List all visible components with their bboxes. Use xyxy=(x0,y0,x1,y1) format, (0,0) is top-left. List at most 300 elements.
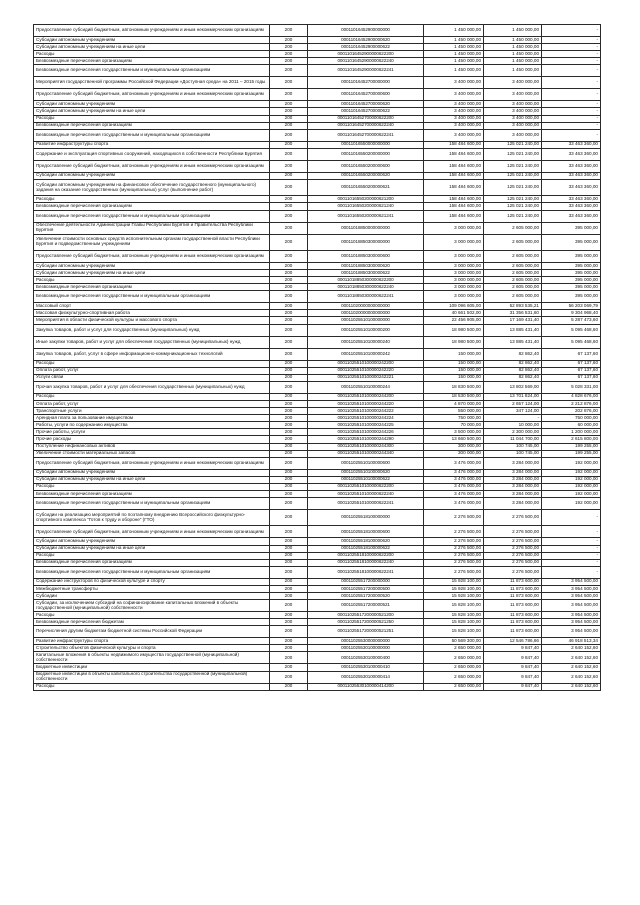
row-name-cell: Расходы xyxy=(34,196,270,203)
table-row xyxy=(34,671,601,683)
row-code-cell: 200 xyxy=(270,450,308,457)
row-code-cell: 200 xyxy=(270,89,308,101)
row-kbk-cell: 00011016550200000620 xyxy=(308,172,424,179)
table-row xyxy=(34,101,601,108)
row-unexecuted-cell: 9 304 968,40 xyxy=(542,310,601,317)
row-name-cell: Арендная плата за пользование имуществом xyxy=(34,415,270,422)
row-executed-cell: 2 276 500,00 xyxy=(484,510,542,526)
row-unexecuted-cell: - xyxy=(542,101,601,108)
row-unexecuted-cell: 192 000,00 xyxy=(542,498,601,510)
row-kbk-cell: 00011025518100000000 xyxy=(308,510,424,526)
table-row xyxy=(34,37,601,44)
table-row xyxy=(34,585,601,592)
row-unexecuted-cell: 192 000,00 xyxy=(542,490,601,497)
row-code-cell: 200 xyxy=(270,367,308,374)
row-executed-cell: 13 701 824,00 xyxy=(484,393,542,400)
row-kbk-cell: 00011016452900000622241 xyxy=(308,65,424,77)
row-kbk-cell: 00011025510100000244300 xyxy=(308,443,424,450)
row-approved-cell: 1 450 000,00 xyxy=(424,44,484,51)
row-approved-cell: 3 476 000,00 xyxy=(424,490,484,497)
row-kbk-cell: 00011016550200000621200 xyxy=(308,196,424,203)
table-row xyxy=(34,510,601,526)
row-approved-cell: 18 980 500,00 xyxy=(424,324,484,336)
row-approved-cell: 3 476 000,00 xyxy=(424,476,484,483)
table-row xyxy=(34,408,601,415)
row-code-cell: 200 xyxy=(270,559,308,566)
table-row xyxy=(34,393,601,400)
row-approved-cell: 150 000,00 xyxy=(424,374,484,381)
row-executed-cell: 2 605 000,00 xyxy=(484,262,542,269)
row-code-cell: 200 xyxy=(270,638,308,645)
row-code-cell: 200 xyxy=(270,400,308,407)
row-kbk-cell: 00011025530100000414 xyxy=(308,671,424,683)
row-executed-cell: 10 000,00 xyxy=(484,422,542,429)
row-executed-cell: 2 276 500,00 xyxy=(484,552,542,559)
row-executed-cell: 3 284 000,00 xyxy=(484,469,542,476)
row-code-cell: 200 xyxy=(270,683,308,690)
row-name-cell: Прочие работы, услуги xyxy=(34,429,270,436)
row-code-cell: 200 xyxy=(270,141,308,148)
table-row xyxy=(34,65,601,77)
table-row xyxy=(34,196,601,203)
row-unexecuted-cell: 33 463 360,00 xyxy=(542,203,601,210)
row-kbk-cell: 00011025517200000521 xyxy=(308,600,424,612)
row-approved-cell: 1 450 000,00 xyxy=(424,65,484,77)
row-executed-cell: 1 450 000,00 xyxy=(484,65,542,77)
row-code-cell: 200 xyxy=(270,538,308,545)
table-row xyxy=(34,317,601,324)
row-approved-cell: 2 650 000,00 xyxy=(424,683,484,690)
row-unexecuted-cell: - xyxy=(542,51,601,58)
row-executed-cell: 125 021 240,00 xyxy=(484,179,542,195)
row-name-cell: Мероприятия государственной программы Российской Федерации «Доступная среда» на 2011 – 2015 годы xyxy=(34,77,270,89)
row-kbk-cell: 00011025510100000244222 xyxy=(308,408,424,415)
row-code-cell: 200 xyxy=(270,436,308,443)
row-executed-cell: 2 605 000,00 xyxy=(484,277,542,284)
row-approved-cell: 3 000 000,00 xyxy=(424,270,484,277)
row-code-cell: 200 xyxy=(270,115,308,122)
row-code-cell: 200 xyxy=(270,360,308,367)
row-unexecuted-cell: - xyxy=(542,37,601,44)
row-approved-cell: 40 661 502,00 xyxy=(424,310,484,317)
row-approved-cell: 3 400 000,00 xyxy=(424,115,484,122)
table-row xyxy=(34,291,601,303)
table-row xyxy=(34,89,601,101)
row-executed-cell: 3 400 000,00 xyxy=(484,122,542,129)
row-unexecuted-cell: - xyxy=(542,122,601,129)
row-name-cell: Безвозмездные перечисления государственным и муниципальным организациям xyxy=(34,498,270,510)
row-approved-cell: 2 650 000,00 xyxy=(424,645,484,652)
row-executed-cell: 2 276 500,00 xyxy=(484,538,542,545)
row-unexecuted-cell: 67 137,60 xyxy=(542,374,601,381)
row-executed-cell: 125 021 240,00 xyxy=(484,160,542,172)
row-executed-cell: 2 657 124,00 xyxy=(484,400,542,407)
row-unexecuted-cell: - xyxy=(542,552,601,559)
budget-execution-table xyxy=(33,24,601,691)
row-unexecuted-cell: - xyxy=(542,545,601,552)
row-code-cell: 200 xyxy=(270,148,308,160)
row-unexecuted-cell: 33 463 360,00 xyxy=(542,141,601,148)
table-row xyxy=(34,612,601,619)
row-unexecuted-cell: - xyxy=(542,77,601,89)
table-row xyxy=(34,652,601,664)
row-code-cell: 200 xyxy=(270,600,308,612)
row-code-cell: 200 xyxy=(270,58,308,65)
table-row xyxy=(34,422,601,429)
row-name-cell: Безвозмездные перечисления государственным и муниципальным организациям xyxy=(34,291,270,303)
row-unexecuted-cell: 2 212 876,00 xyxy=(542,400,601,407)
row-executed-cell: 11 873 600,00 xyxy=(484,626,542,638)
row-executed-cell: 2 276 500,00 xyxy=(484,526,542,538)
row-unexecuted-cell: 395 000,00 xyxy=(542,277,601,284)
row-approved-cell: 150 000,00 xyxy=(424,367,484,374)
table-row xyxy=(34,593,601,600)
row-approved-cell: 15 928 100,00 xyxy=(424,593,484,600)
row-kbk-cell: 00011025510100000622240 xyxy=(308,490,424,497)
row-approved-cell: 2 276 500,00 xyxy=(424,538,484,545)
table-row xyxy=(34,683,601,690)
row-kbk-cell: 00011025518100000622 xyxy=(308,545,424,552)
row-name-cell: Безвозмездные перечисления организациям xyxy=(34,58,270,65)
row-approved-cell: 300 000,00 xyxy=(424,450,484,457)
row-kbk-cell: 00011020000000000000 xyxy=(308,303,424,310)
row-approved-cell: 3 000 000,00 xyxy=(424,262,484,269)
row-unexecuted-cell: 3 954 500,00 xyxy=(542,593,601,600)
table-row xyxy=(34,250,601,262)
row-executed-cell: 100 745,00 xyxy=(484,443,542,450)
row-unexecuted-cell: - xyxy=(542,108,601,115)
row-approved-cell: 3 400 000,00 xyxy=(424,89,484,101)
row-executed-cell: 82 862,40 xyxy=(484,348,542,360)
row-name-cell: Межбюджетные трансферты xyxy=(34,585,270,592)
row-executed-cell: 125 021 240,00 xyxy=(484,141,542,148)
row-approved-cell: 3 476 000,00 xyxy=(424,498,484,510)
row-name-cell: Закупка товаров, работ, услуг в сфере информационно-коммуникационных технологий xyxy=(34,348,270,360)
table-row xyxy=(34,203,601,210)
table-row xyxy=(34,638,601,645)
row-kbk-cell: 00011025510100000242200 xyxy=(308,360,424,367)
row-name-cell: Бюджетные инвестиции xyxy=(34,664,270,671)
row-unexecuted-cell: 199 255,00 xyxy=(542,443,601,450)
row-approved-cell: 2 276 500,00 xyxy=(424,510,484,526)
row-name-cell: Расходы xyxy=(34,51,270,58)
row-code-cell: 200 xyxy=(270,664,308,671)
row-kbk-cell: 00011016452700000000 xyxy=(308,77,424,89)
row-name-cell: Прочие расходы xyxy=(34,436,270,443)
row-executed-cell: 9 847,40 xyxy=(484,652,542,664)
table-row xyxy=(34,222,601,234)
row-name-cell: Содержание инструкторов по физической культуре и спорту xyxy=(34,578,270,585)
row-approved-cell: 3 400 000,00 xyxy=(424,101,484,108)
row-name-cell: Расходы xyxy=(34,683,270,690)
row-name-cell: Развитие инфраструктуры спорта xyxy=(34,141,270,148)
row-approved-cell: 158 484 600,00 xyxy=(424,141,484,148)
row-code-cell: 200 xyxy=(270,510,308,526)
row-name-cell: Предоставление субсидий бюджетным, автономным учреждениям и иным некоммерческим организациям xyxy=(34,457,270,469)
row-kbk-cell: 00011018850000000000 xyxy=(308,222,424,234)
row-executed-cell: 31 356 531,60 xyxy=(484,310,542,317)
row-name-cell: Предоставление субсидий бюджетным, автономным учреждениям и иным некоммерческим организациям xyxy=(34,526,270,538)
row-unexecuted-cell: 395 000,00 xyxy=(542,262,601,269)
row-unexecuted-cell: 395 000,00 xyxy=(542,270,601,277)
row-name-cell: Субсидии автономным учреждениям на финансовое обеспечение государственного (муниципального) задания на оказание государственных (муниципальных) услуг (выполнение работ) xyxy=(34,179,270,195)
row-approved-cell: 15 928 100,00 xyxy=(424,585,484,592)
row-kbk-cell: 00011025517200000521200 xyxy=(308,612,424,619)
row-name-cell: Безвозмездные перечисления государственным и муниципальным организациям xyxy=(34,65,270,77)
row-code-cell: 200 xyxy=(270,526,308,538)
table-row xyxy=(34,443,601,450)
row-name-cell: Оплата работ, услуг xyxy=(34,367,270,374)
row-approved-cell: 3 476 000,00 xyxy=(424,457,484,469)
table-row xyxy=(34,490,601,497)
row-approved-cell: 2 276 500,00 xyxy=(424,545,484,552)
table-row xyxy=(34,457,601,469)
row-name-cell: Оплата работ, услуг xyxy=(34,400,270,407)
row-code-cell: 200 xyxy=(270,51,308,58)
row-approved-cell: 15 828 100,00 xyxy=(424,600,484,612)
row-executed-cell: 17 169 431,40 xyxy=(484,317,542,324)
row-executed-cell: 2 605 000,00 xyxy=(484,250,542,262)
row-approved-cell: 158 484 600,00 xyxy=(424,179,484,195)
row-kbk-cell: 00011025510100000244290 xyxy=(308,436,424,443)
row-unexecuted-cell: - xyxy=(542,65,601,77)
row-name-cell: Безвозмездные перечисления организациям xyxy=(34,122,270,129)
row-unexecuted-cell: 3 954 500,00 xyxy=(542,612,601,619)
row-executed-cell: 82 862,40 xyxy=(484,360,542,367)
row-name-cell: Субсидии автономным учреждениям на иные цели xyxy=(34,476,270,483)
row-code-cell: 200 xyxy=(270,270,308,277)
table-row xyxy=(34,336,601,348)
row-executed-cell: - xyxy=(484,415,542,422)
table-row xyxy=(34,566,601,578)
table-row xyxy=(34,367,601,374)
row-executed-cell: 2 276 500,00 xyxy=(484,545,542,552)
row-executed-cell: 125 021 240,00 xyxy=(484,196,542,203)
table-row xyxy=(34,360,601,367)
row-executed-cell: 9 847,40 xyxy=(484,671,542,683)
row-name-cell: Безвозмездные перечисления организациям xyxy=(34,203,270,210)
table-row xyxy=(34,483,601,490)
table-row xyxy=(34,129,601,141)
row-kbk-cell: 00011025510100000244200 xyxy=(308,393,424,400)
row-kbk-cell: 00011025510100000622241 xyxy=(308,498,424,510)
row-name-cell: Расходы xyxy=(34,552,270,559)
row-code-cell: 200 xyxy=(270,101,308,108)
row-kbk-cell: 00011016550200000621240 xyxy=(308,203,424,210)
table-row xyxy=(34,25,601,37)
row-executed-cell: 125 021 240,00 xyxy=(484,172,542,179)
table-row xyxy=(34,476,601,483)
row-kbk-cell: 00011016452900000622240 xyxy=(308,58,424,65)
table-row xyxy=(34,578,601,585)
row-executed-cell: 3 400 000,00 xyxy=(484,77,542,89)
table-row xyxy=(34,160,601,172)
row-unexecuted-cell: - xyxy=(542,89,601,101)
row-kbk-cell: 00011025510100000200 xyxy=(308,324,424,336)
row-name-cell: Безвозмездные перечисления организациям xyxy=(34,559,270,566)
row-kbk-cell: 00011025510100000242 xyxy=(308,348,424,360)
table-row xyxy=(34,374,601,381)
row-kbk-cell: 00011025510100000242221 xyxy=(308,374,424,381)
row-code-cell: 200 xyxy=(270,552,308,559)
row-kbk-cell: 00011016550000000000 xyxy=(308,141,424,148)
row-executed-cell: 3 400 000,00 xyxy=(484,108,542,115)
row-kbk-cell: 00011016452700000622 xyxy=(308,108,424,115)
table-row xyxy=(34,619,601,626)
row-approved-cell: 18 980 500,00 xyxy=(424,336,484,348)
row-kbk-cell: 00011025510100000244226 xyxy=(308,429,424,436)
row-unexecuted-cell: 33 463 360,00 xyxy=(542,172,601,179)
row-unexecuted-cell: 1 200 000,00 xyxy=(542,429,601,436)
row-unexecuted-cell: 3 954 500,00 xyxy=(542,626,601,638)
row-executed-cell: 13 885 431,40 xyxy=(484,324,542,336)
row-kbk-cell: 00011018850300000620 xyxy=(308,262,424,269)
row-approved-cell: 18 530 500,00 xyxy=(424,393,484,400)
row-unexecuted-cell: - xyxy=(542,566,601,578)
row-executed-cell: 1 450 000,00 xyxy=(484,51,542,58)
table-row xyxy=(34,172,601,179)
row-executed-cell: 3 284 000,00 xyxy=(484,498,542,510)
row-approved-cell: 2 276 500,00 xyxy=(424,566,484,578)
table-row xyxy=(34,498,601,510)
row-approved-cell: 15 828 100,00 xyxy=(424,612,484,619)
row-name-cell: Субсидии автономным учреждениям xyxy=(34,101,270,108)
row-unexecuted-cell: 192 000,00 xyxy=(542,483,601,490)
row-kbk-cell: 00011025510100000244224 xyxy=(308,415,424,422)
row-unexecuted-cell: 33 463 360,00 xyxy=(542,160,601,172)
row-unexecuted-cell: 2 615 800,00 xyxy=(542,436,601,443)
row-name-cell: Мероприятия в области физической культуры и массового спорта xyxy=(34,317,270,324)
row-code-cell: 200 xyxy=(270,415,308,422)
row-code-cell: 200 xyxy=(270,348,308,360)
row-kbk-cell: 00011018850300000622200 xyxy=(308,277,424,284)
row-executed-cell: 2 276 500,00 xyxy=(484,566,542,578)
row-code-cell: 200 xyxy=(270,310,308,317)
row-unexecuted-cell: 56 203 069,79 xyxy=(542,303,601,310)
row-unexecuted-cell: 202 876,00 xyxy=(542,408,601,415)
row-unexecuted-cell: 67 137,60 xyxy=(542,367,601,374)
row-name-cell: Содержание и эксплуатация спортивных сооружений, находящихся в собственности Республики Бурятия xyxy=(34,148,270,160)
row-approved-cell: 158 484 600,00 xyxy=(424,172,484,179)
row-code-cell: 200 xyxy=(270,160,308,172)
table-row xyxy=(34,58,601,65)
row-approved-cell: 3 400 000,00 xyxy=(424,108,484,115)
table-row xyxy=(34,429,601,436)
row-name-cell: Расходы xyxy=(34,393,270,400)
row-code-cell: 200 xyxy=(270,203,308,210)
row-executed-cell: 2 605 000,00 xyxy=(484,222,542,234)
row-code-cell: 200 xyxy=(270,250,308,262)
table-row xyxy=(34,324,601,336)
row-code-cell: 200 xyxy=(270,336,308,348)
table-row xyxy=(34,148,601,160)
row-approved-cell: 2 650 000,00 xyxy=(424,652,484,664)
row-kbk-cell: 00011025530100000414200 xyxy=(308,683,424,690)
row-unexecuted-cell: - xyxy=(542,58,601,65)
row-code-cell: 200 xyxy=(270,108,308,115)
row-unexecuted-cell: 3 954 500,00 xyxy=(542,619,601,626)
table-row xyxy=(34,450,601,457)
row-code-cell: 200 xyxy=(270,172,308,179)
row-unexecuted-cell: 3 954 500,00 xyxy=(542,585,601,592)
row-approved-cell: 158 484 600,00 xyxy=(424,210,484,222)
row-name-cell: Предоставление субсидий бюджетным, автономным учреждениям и иным некоммерческим организациям xyxy=(34,160,270,172)
row-name-cell: Субсидии автономным учреждениям xyxy=(34,172,270,179)
row-approved-cell: 3 000 000,00 xyxy=(424,291,484,303)
row-code-cell: 200 xyxy=(270,566,308,578)
row-unexecuted-cell: 2 640 152,60 xyxy=(542,671,601,683)
row-executed-cell: 11 873 600,00 xyxy=(484,612,542,619)
row-kbk-cell: 00011025510100000244225 xyxy=(308,422,424,429)
row-code-cell: 200 xyxy=(270,303,308,310)
table-row xyxy=(34,210,601,222)
row-kbk-cell: 00011025518100000600 xyxy=(308,526,424,538)
row-executed-cell: 125 021 240,00 xyxy=(484,210,542,222)
row-code-cell: 200 xyxy=(270,578,308,585)
row-kbk-cell: 00011016452700000622241 xyxy=(308,129,424,141)
row-unexecuted-cell: - xyxy=(542,44,601,51)
row-approved-cell: 3 000 000,00 xyxy=(424,234,484,250)
row-approved-cell: 3 000 000,00 xyxy=(424,222,484,234)
row-executed-cell: 1 450 000,00 xyxy=(484,44,542,51)
row-unexecuted-cell: 192 000,00 xyxy=(542,476,601,483)
row-unexecuted-cell: 33 463 360,00 xyxy=(542,196,601,203)
row-executed-cell: 2 605 000,00 xyxy=(484,291,542,303)
row-approved-cell: 3 400 000,00 xyxy=(424,77,484,89)
row-kbk-cell: 00011025518100000622200 xyxy=(308,552,424,559)
row-executed-cell: 3 400 000,00 xyxy=(484,89,542,101)
row-name-cell: Транспортные услуги xyxy=(34,408,270,415)
table-row xyxy=(34,645,601,652)
row-unexecuted-cell: 5 095 468,60 xyxy=(542,324,601,336)
table-row xyxy=(34,51,601,58)
row-approved-cell: 50 569 300,00 xyxy=(424,638,484,645)
row-unexecuted-cell: 3 954 500,00 xyxy=(542,578,601,585)
row-name-cell: Субсидии автономным учреждениям на иные цели xyxy=(34,108,270,115)
row-name-cell: Безвозмездные перечисления бюджетам xyxy=(34,619,270,626)
row-approved-cell: 15 828 100,00 xyxy=(424,619,484,626)
row-name-cell: Безвозмездные перечисления государственным и муниципальным организациям xyxy=(34,210,270,222)
row-code-cell: 200 xyxy=(270,277,308,284)
row-name-cell: Субсидии автономным учреждениям на иные цели xyxy=(34,545,270,552)
row-approved-cell: 158 484 600,00 xyxy=(424,148,484,160)
row-kbk-cell: 00011016550200000621241 xyxy=(308,210,424,222)
row-unexecuted-cell: 5 287 473,60 xyxy=(542,317,601,324)
row-unexecuted-cell: 750 000,00 xyxy=(542,415,601,422)
row-approved-cell: 3 000 000,00 xyxy=(424,284,484,291)
table-row xyxy=(34,552,601,559)
row-kbk-cell: 00011016452700000622200 xyxy=(308,115,424,122)
row-name-cell: Расходы xyxy=(34,115,270,122)
row-executed-cell: 9 847,40 xyxy=(484,664,542,671)
row-kbk-cell: 00011025510100000622 xyxy=(308,476,424,483)
row-name-cell: Безвозмездные перечисления государственным и муниципальным организациям xyxy=(34,129,270,141)
row-name-cell: Массовая физкультурно-спортивная работа xyxy=(34,310,270,317)
row-name-cell: Предоставление субсидий бюджетным, автономным учреждениям и иным некоммерческим организациям xyxy=(34,25,270,37)
row-executed-cell: 2 276 500,00 xyxy=(484,559,542,566)
row-approved-cell: 3 400 000,00 xyxy=(424,129,484,141)
row-name-cell: Безвозмездные перечисления организациям xyxy=(34,490,270,497)
row-approved-cell: 13 660 500,00 xyxy=(424,436,484,443)
row-approved-cell: 22 456 905,00 xyxy=(424,317,484,324)
row-executed-cell: 11 873 600,00 xyxy=(484,619,542,626)
row-name-cell: Субсидии автономным учреждениям на иные цели xyxy=(34,44,270,51)
row-kbk-cell: 00011018850300000000 xyxy=(308,234,424,250)
row-unexecuted-cell: - xyxy=(542,129,601,141)
row-code-cell: 200 xyxy=(270,490,308,497)
row-executed-cell: 11 873 600,00 xyxy=(484,578,542,585)
table-row xyxy=(34,44,601,51)
